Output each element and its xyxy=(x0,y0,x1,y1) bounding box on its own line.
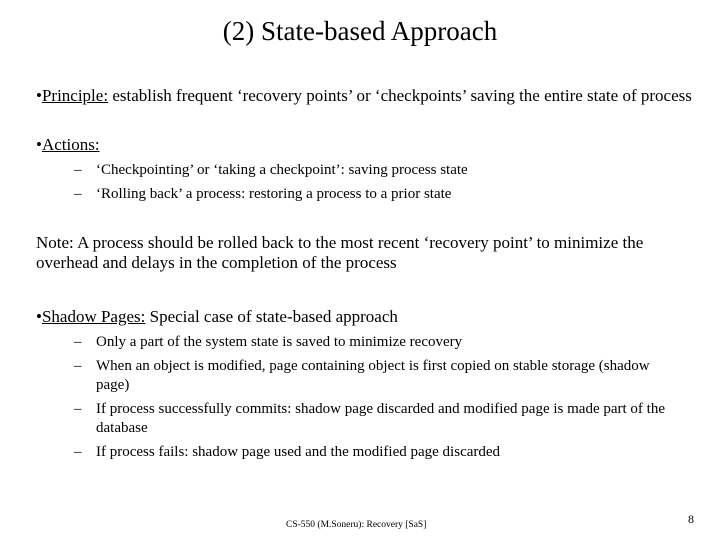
shadow-pages-item xyxy=(74,333,674,352)
shadow-pages-item-text: If process fails: shadow page used and the modified page discarded xyxy=(96,444,501,460)
shadow-pages-item xyxy=(74,400,674,438)
principle-text: establish frequent ‘recovery points’ or ‘checkpoints’ saving the entire state of process xyxy=(108,86,692,105)
shadow-pages-item-text: When an object is modified, page containing object is first copied on stable storage (shadow page) xyxy=(96,358,650,393)
footer-text: CS-550 (M.Soneru): Recovery [SaS] xyxy=(286,520,427,530)
dash: – xyxy=(74,358,82,374)
shadow-pages-bullet xyxy=(36,307,696,327)
shadow-pages-item-text: Only a part of the system state is saved to minimize recovery xyxy=(96,334,463,350)
dash: – xyxy=(74,334,82,350)
actions-item xyxy=(74,185,674,204)
principle-label: Principle: xyxy=(41,86,109,105)
dash: – xyxy=(74,186,82,202)
shadow-pages-item xyxy=(74,357,674,395)
bullet-dot: • xyxy=(36,86,42,105)
page-number: 8 xyxy=(688,512,694,526)
shadow-pages-item-text: If process successfully commits: shadow page discarded and modified page is made part of the database xyxy=(96,401,665,436)
shadow-pages-text: Special case of state-based approach xyxy=(145,307,398,326)
bullet-dot: • xyxy=(36,307,42,326)
actions-item-text: ‘Rolling back’ a process: restoring a process to a prior state xyxy=(96,186,452,202)
bullet-dot: • xyxy=(36,135,42,154)
slide-title: (2) State-based Approach xyxy=(222,16,498,46)
dash: – xyxy=(74,162,82,178)
actions-label: Actions: xyxy=(41,135,100,154)
shadow-pages-item xyxy=(74,443,674,462)
actions-item-text: ‘Checkpointing’ or ‘taking a checkpoint’: saving process state xyxy=(96,162,468,178)
dash: – xyxy=(74,401,82,417)
actions-item xyxy=(74,161,674,180)
dash: – xyxy=(74,444,82,460)
shadow-pages-label: Shadow Pages: xyxy=(41,307,146,326)
principle-bullet xyxy=(36,86,696,106)
actions-bullet xyxy=(36,135,696,155)
note-paragraph: Note: A process should be rolled back to the most recent ‘recovery point’ to minimize the overhead and delays in the completion of the process xyxy=(36,233,644,272)
